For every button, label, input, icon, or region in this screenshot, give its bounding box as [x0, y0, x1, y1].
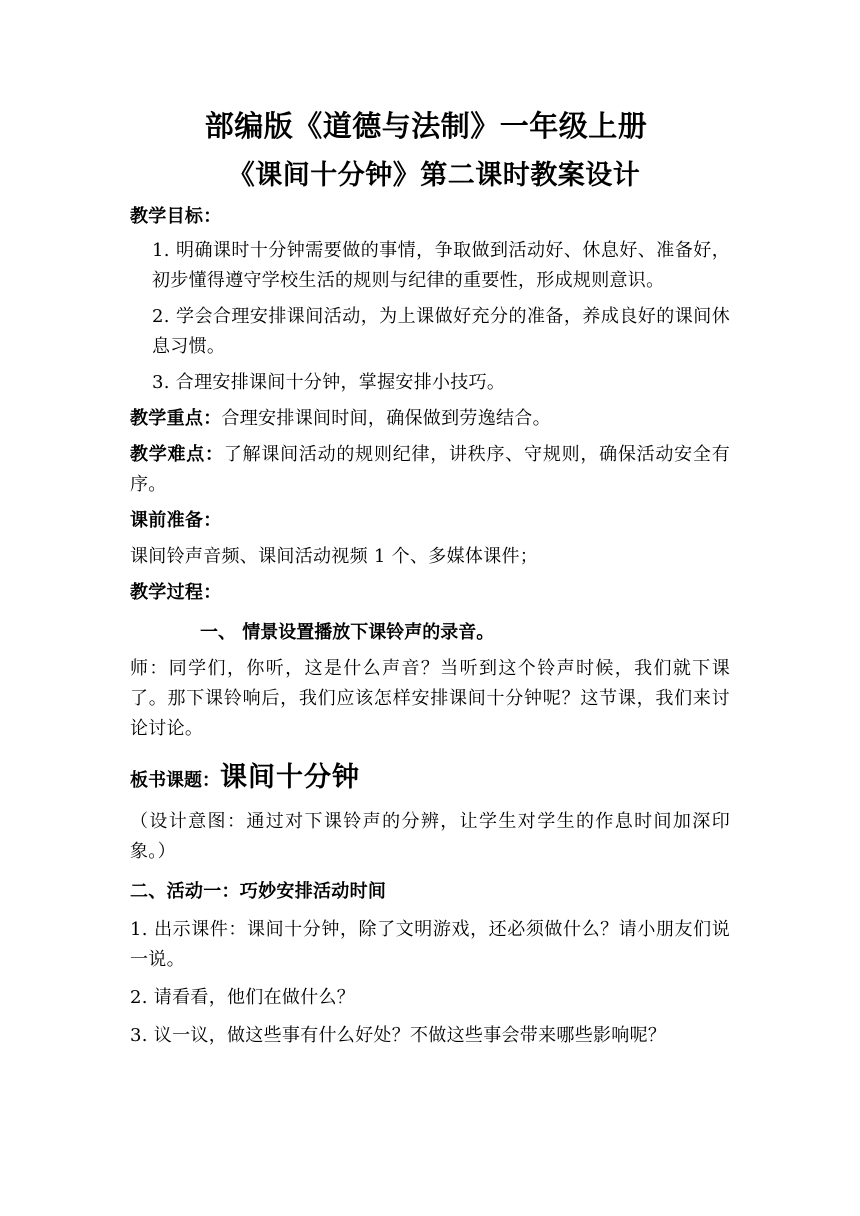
objectives-heading: 教学目标： — [130, 206, 222, 227]
preparation-heading: 课前准备： — [130, 510, 222, 531]
process-heading: 教学过程： — [130, 582, 222, 603]
activity-step-3: 3. 议一议，做这些事有什么好处？不做这些事会带来哪些影响呢？ — [130, 1025, 667, 1046]
difficulty-label: 教学难点： — [130, 444, 224, 465]
key-point-paragraph — [130, 404, 730, 434]
board-title-text: 课间十分钟 — [220, 762, 360, 793]
teacher-dialogue: 师：同学们，你听，这是什么声音？当听到这个铃声时候，我们就下课了。那下课铃响后，我们应该怎样安排课间十分钟呢？这节课，我们来讨论讨论。 — [130, 658, 730, 739]
objective-item-1: 1. 明确课时十分钟需要做的事情，争取做到活动好、休息好、准备好，初步懂得遵守学校生活的规则与纪律的重要性，形成规则意识。 — [152, 240, 730, 291]
key-point-label: 教学重点： — [130, 408, 222, 429]
section1-heading: 一、 情景设置播放下课铃声的录音。 — [200, 622, 495, 643]
document-title-line1: 部编版《道德与法制》一年级上册 — [204, 109, 648, 143]
key-point-text: 合理安排课间时间，确保做到劳逸结合。 — [221, 408, 551, 429]
preparation-text: 课间铃声音频、课间活动视频 1 个、多媒体课件； — [130, 546, 539, 567]
difficulty-paragraph — [130, 440, 730, 500]
board-title-line — [130, 758, 730, 801]
section2-heading: 二、活动一：巧妙安排活动时间 — [130, 881, 387, 902]
objective-item-3: 3. 合理安排课间十分钟，掌握安排小技巧。 — [152, 372, 506, 393]
board-title-label: 板书课题： — [130, 770, 220, 791]
design-intent: （设计意图：通过对下课铃声的分辨，让学生对学生的作息时间加深印象。） — [130, 811, 730, 862]
activity-step-1: 1. 出示课件：课间十分钟，除了文明游戏，还必须做什么？请小朋友们说一说。 — [130, 919, 730, 970]
objective-item-2: 2. 学会合理安排课间活动，为上课做好充分的准备，养成良好的课间休息习惯。 — [152, 306, 730, 357]
activity-step-2: 2. 请看看，他们在做什么？ — [130, 987, 356, 1008]
difficulty-text: 了解课间活动的规则纪律，讲秩序、守规则，确保活动安全有序。 — [130, 444, 730, 495]
document-title-line2: 《课间十分钟》第二课时教案设计 — [227, 160, 641, 191]
document-page — [130, 100, 730, 1051]
